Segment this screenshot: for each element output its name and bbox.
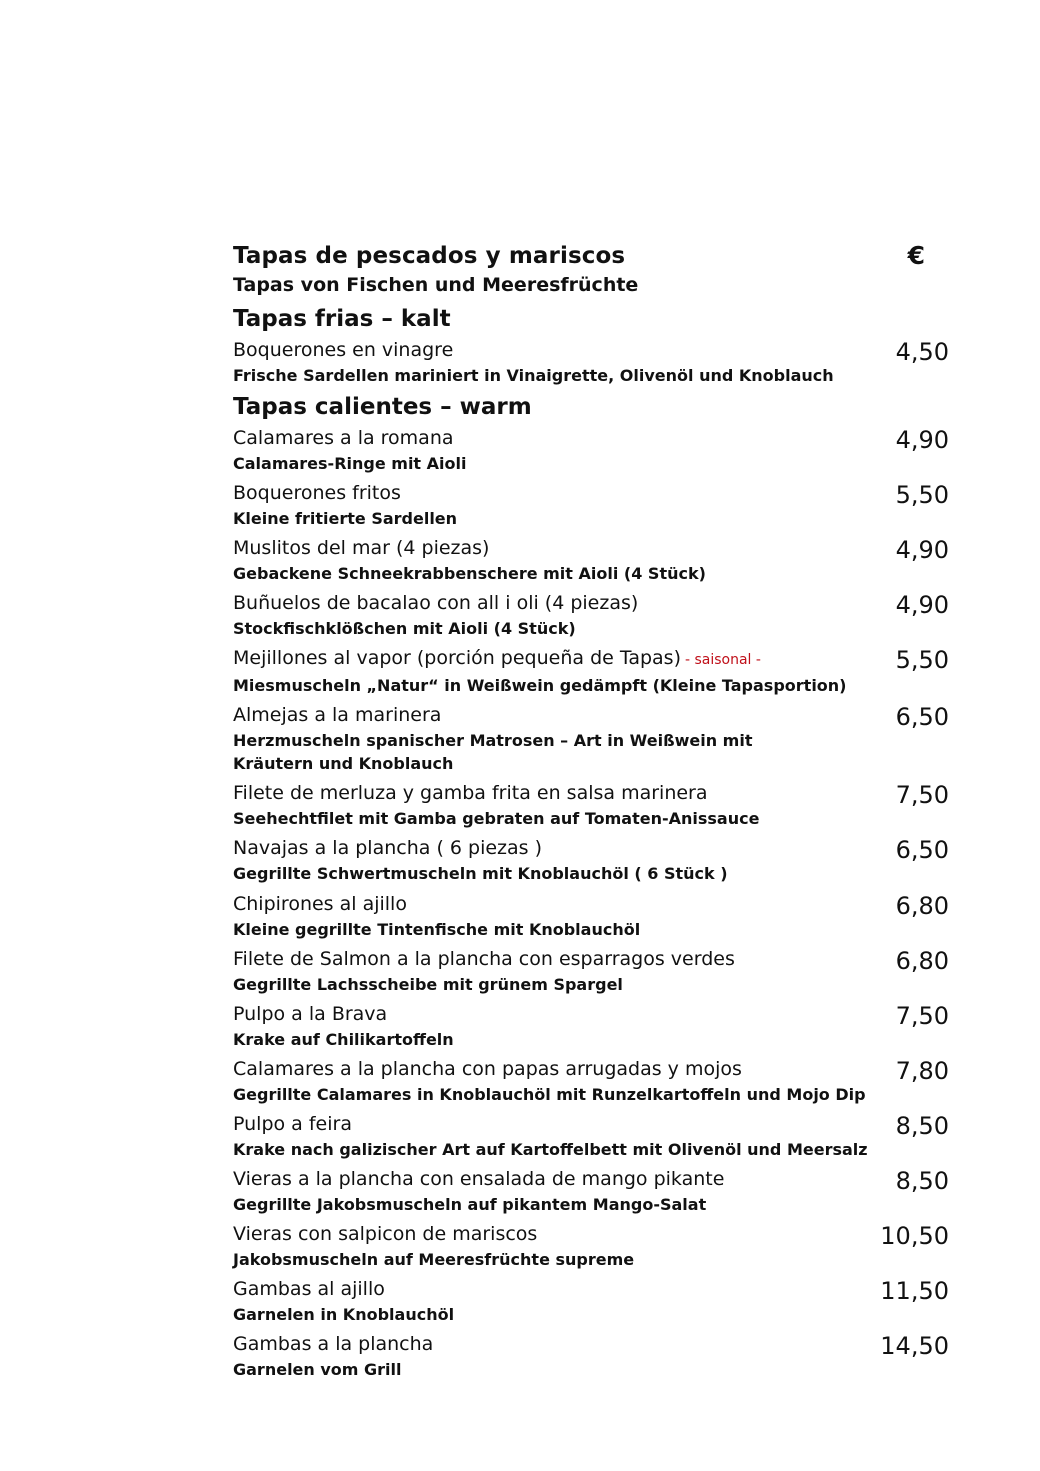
item-name-line: [233, 1221, 823, 1248]
item-price: 5,50: [895, 481, 949, 509]
item-name-line: [233, 835, 823, 862]
item-name: Vieras con salpicon de mariscos: [233, 1223, 538, 1245]
menu-item: [233, 590, 953, 640]
menu-subtitle: Tapas von Fischen und Meeresfrüchte: [233, 274, 639, 296]
item-name-line: [233, 480, 823, 507]
item-description: Gegrillte Calamares in Knoblauchöl mit Runzelkartoffeln und Mojo Dip: [233, 1085, 866, 1104]
item-name: Pulpo a feira: [233, 1113, 352, 1135]
item-description: Gegrillte Lachsscheibe mit grünem Spargel: [233, 975, 623, 994]
menu-item: [233, 1056, 953, 1106]
item-name: Muslitos del mar (4 piezas): [233, 537, 490, 559]
item-name: Vieras a la plancha con ensalada de mango pikante: [233, 1168, 725, 1190]
item-name: Boquerones en vinagre: [233, 339, 454, 361]
item-description: Garnelen in Knoblauchöl: [233, 1305, 455, 1324]
item-price: 7,50: [895, 1002, 949, 1030]
section-title: Tapas calientes – warm: [233, 394, 532, 420]
item-price: 6,50: [895, 836, 949, 864]
item-description: Krake nach galizischer Art auf Kartoffelbett mit Olivenöl und Meersalz: [233, 1140, 868, 1159]
currency-symbol: €: [907, 241, 925, 270]
item-name-line: [233, 1166, 823, 1193]
menu-item: [233, 1331, 953, 1381]
item-price: 6,50: [895, 703, 949, 731]
item-name-line: [233, 702, 823, 729]
menu-item: [233, 946, 953, 996]
item-name-line: [233, 337, 823, 364]
item-name: Buñuelos de bacalao con all i oli (4 piezas): [233, 592, 639, 614]
item-price: 7,80: [895, 1057, 949, 1085]
item-name: Gambas a la plancha: [233, 1333, 434, 1355]
item-price: 4,90: [895, 536, 949, 564]
item-description: Kleine gegrillte Tintenfische mit Knoblauchöl: [233, 920, 641, 939]
menu-sections: [233, 304, 953, 1381]
item-name: Boquerones fritos: [233, 482, 401, 504]
item-name-line: [233, 1331, 823, 1358]
item-name: Almejas a la marinera: [233, 704, 442, 726]
menu-item: [233, 535, 953, 585]
item-description: Gegrillte Jakobsmuscheln auf pikantem Mango-Salat: [233, 1195, 707, 1214]
section-title: Tapas frias – kalt: [233, 306, 451, 332]
item-description: Herzmuscheln spanischer Matrosen – Art in Weißwein mit: [233, 731, 753, 750]
item-price: 5,50: [895, 646, 949, 674]
item-price: 14,50: [880, 1332, 949, 1360]
item-price: 8,50: [895, 1112, 949, 1140]
item-name: Pulpo a la Brava: [233, 1003, 388, 1025]
item-price: 6,80: [895, 892, 949, 920]
menu-item: [233, 645, 953, 697]
seasonal-note: - saisonal -: [684, 652, 761, 668]
menu-item: [233, 891, 953, 941]
item-name-line: [233, 1111, 823, 1138]
menu-header: [233, 240, 953, 272]
item-price: 4,50: [895, 338, 949, 366]
menu-item: [233, 1111, 953, 1161]
item-price: 7,50: [895, 781, 949, 809]
item-name: Filete de merluza y gamba frita en salsa marinera: [233, 782, 708, 804]
item-name-line: [233, 1056, 823, 1083]
item-description: Miesmuscheln „Natur“ in Weißwein gedämpft (Kleine Tapasportion): [233, 676, 847, 695]
item-name-line: [233, 946, 823, 973]
item-name: Gambas al ajillo: [233, 1278, 385, 1300]
item-description: Garnelen vom Grill: [233, 1360, 402, 1379]
item-price: 4,90: [895, 591, 949, 619]
item-name-line: [233, 891, 823, 918]
menu-item: [233, 835, 953, 885]
item-name-line: [233, 590, 823, 617]
item-price: 4,90: [895, 426, 949, 454]
menu-item: [233, 780, 953, 830]
menu-item: [233, 425, 953, 475]
item-name-line: [233, 780, 823, 807]
item-description: Seehechtfilet mit Gamba gebraten auf Tomaten-Anissauce: [233, 809, 760, 828]
item-price: 11,50: [880, 1277, 949, 1305]
item-description-continued: Kräutern und Knoblauch: [233, 754, 454, 773]
item-name-line: [233, 645, 823, 674]
item-name: Mejillones al vapor (porción pequeña de Tapas): [233, 647, 681, 669]
item-description: Gebackene Schneekrabbenschere mit Aioli (4 Stück): [233, 564, 706, 583]
item-description: Gegrillte Schwertmuscheln mit Knoblauchöl ( 6 Stück ): [233, 864, 728, 883]
item-name-line: [233, 425, 823, 452]
menu-item: [233, 1221, 953, 1271]
menu-item: [233, 480, 953, 530]
item-description: Kleine fritierte Sardellen: [233, 509, 458, 528]
item-name: Navajas a la plancha ( 6 piezas ): [233, 837, 543, 859]
menu-item: [233, 1001, 953, 1051]
item-name-line: [233, 1276, 823, 1303]
item-description: Krake auf Chilikartoffeln: [233, 1030, 454, 1049]
menu-item: [233, 702, 953, 775]
item-name: Calamares a la plancha con papas arrugadas y mojos: [233, 1058, 742, 1080]
item-description: Stockfischklößchen mit Aioli (4 Stück): [233, 619, 576, 638]
menu-item: [233, 1166, 953, 1216]
item-name: Filete de Salmon a la plancha con esparragos verdes: [233, 948, 735, 970]
item-description: Jakobsmuscheln auf Meeresfrüchte supreme: [233, 1250, 635, 1269]
item-name: Chipirones al ajillo: [233, 893, 407, 915]
item-name: Calamares a la romana: [233, 427, 454, 449]
menu-item: [233, 1276, 953, 1326]
item-name-line: [233, 1001, 823, 1028]
menu-page: [233, 240, 953, 1386]
menu-title: Tapas de pescados y mariscos: [233, 243, 626, 269]
item-description: Calamares-Ringe mit Aioli: [233, 454, 467, 473]
item-price: 8,50: [895, 1167, 949, 1195]
menu-item: [233, 337, 953, 387]
item-name-line: [233, 535, 823, 562]
item-price: 10,50: [880, 1222, 949, 1250]
item-description: Frische Sardellen mariniert in Vinaigrette, Olivenöl und Knoblauch: [233, 366, 834, 385]
item-price: 6,80: [895, 947, 949, 975]
